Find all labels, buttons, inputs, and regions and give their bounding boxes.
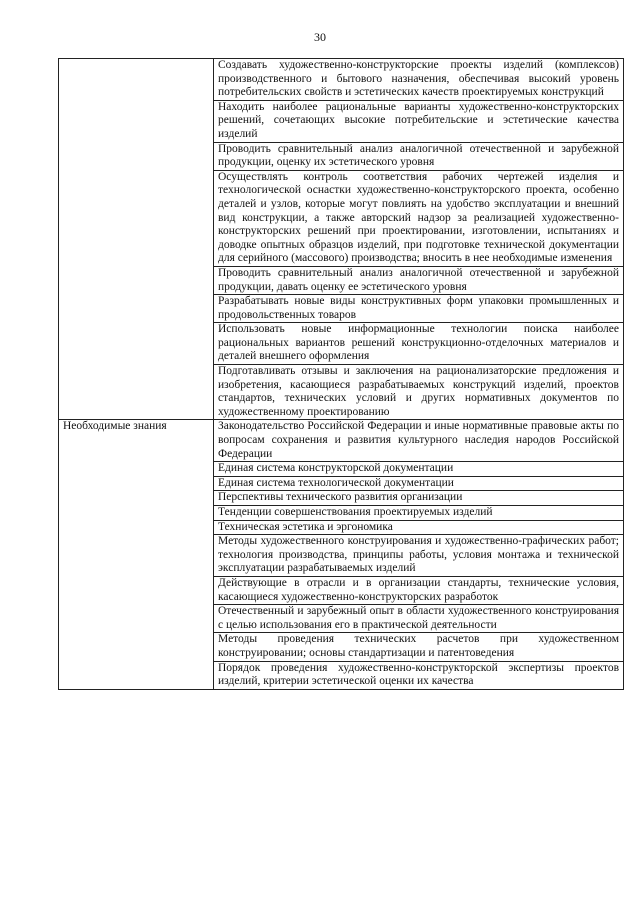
table-row <box>59 59 624 101</box>
requirement-item: Перспективы технического развития организации <box>214 491 624 506</box>
requirements-table <box>58 58 624 690</box>
requirement-item: Осуществлять контроль соответствия рабочих чертежей изделия и технологической оснастки художественно-конструкторского проекта, особенно деталей и узлов, которые могут повлиять на удобство эксплуатации и внешний вид конструкции, а также авторский надзор за реализацией художественно-конструкторских решений при проектировании, изготовлении, испытаниях и доводке опытных образцов изделий, при подготовке технической документации для серийного (массового) производства; вносить в нее необходимые изменения <box>214 170 624 266</box>
requirement-item: Тенденции совершенствования проектируемых изделий <box>214 506 624 521</box>
requirement-item: Создавать художественно-конструкторские проекты изделий (комплексов) производственного и бытового назначения, обеспечивая высокий уровень потребительских свойств и эстетических качеств проектируемых конструкций <box>214 59 624 101</box>
requirement-item: Методы проведения технических расчетов при художественном конструировании; основы стандартизации и патентоведения <box>214 633 624 661</box>
section-label <box>59 59 214 420</box>
requirement-item: Проводить сравнительный анализ аналогичной отечественной и зарубежной продукции, давать оценку ее эстетического уровня <box>214 266 624 294</box>
requirement-item: Методы художественного конструирования и художественно-графических работ; технология производства, принципы работы, условия монтажа и технической эксплуатации разрабатываемых изделий <box>214 535 624 577</box>
requirement-item: Использовать новые информационные технологии поиска наиболее рациональных вариантов решений конструкционно-отделочных материалов и деталей внешнего оформления <box>214 323 624 365</box>
requirement-item: Единая система конструкторской документации <box>214 462 624 477</box>
requirement-item: Техническая эстетика и эргономика <box>214 520 624 535</box>
requirement-item: Законодательство Российской Федерации и иные нормативные правовые акты по вопросам сохранения и развития культурного наследия народов Российской Федерации <box>214 420 624 462</box>
page-number: 30 <box>314 30 326 44</box>
section-label: Необходимые знания <box>59 420 214 689</box>
requirement-item: Действующие в отрасли и в организации стандарты, технические условия, касающиеся художественно-конструкторских разработок <box>214 576 624 604</box>
requirement-item: Порядок проведения художественно-конструкторской экспертизы проектов изделий, критерии эстетической оценки их качества <box>214 661 624 689</box>
requirement-item: Единая система технологической документации <box>214 476 624 491</box>
requirement-item: Подготавливать отзывы и заключения на рационализаторские предложения и изобретения, касающиеся разрабатываемых конструкций изделий, проектов стандартов, технических условий и других нормативных документов по художественному проектированию <box>214 365 624 420</box>
requirement-item: Отечественный и зарубежный опыт в области художественного конструирования с целью использования его в практической деятельности <box>214 605 624 633</box>
requirement-item: Проводить сравнительный анализ аналогичной отечественной и зарубежной продукции, оценку их эстетического уровня <box>214 142 624 170</box>
table-row <box>59 420 624 462</box>
requirement-item: Находить наиболее рациональные варианты художественно-конструкторских решений, сочетающих высокие потребительские и эстетические качества изделий <box>214 100 624 142</box>
requirements-table-body <box>59 59 624 690</box>
requirement-item: Разрабатывать новые виды конструктивных форм упаковки промышленных и продовольственных товаров <box>214 295 624 323</box>
